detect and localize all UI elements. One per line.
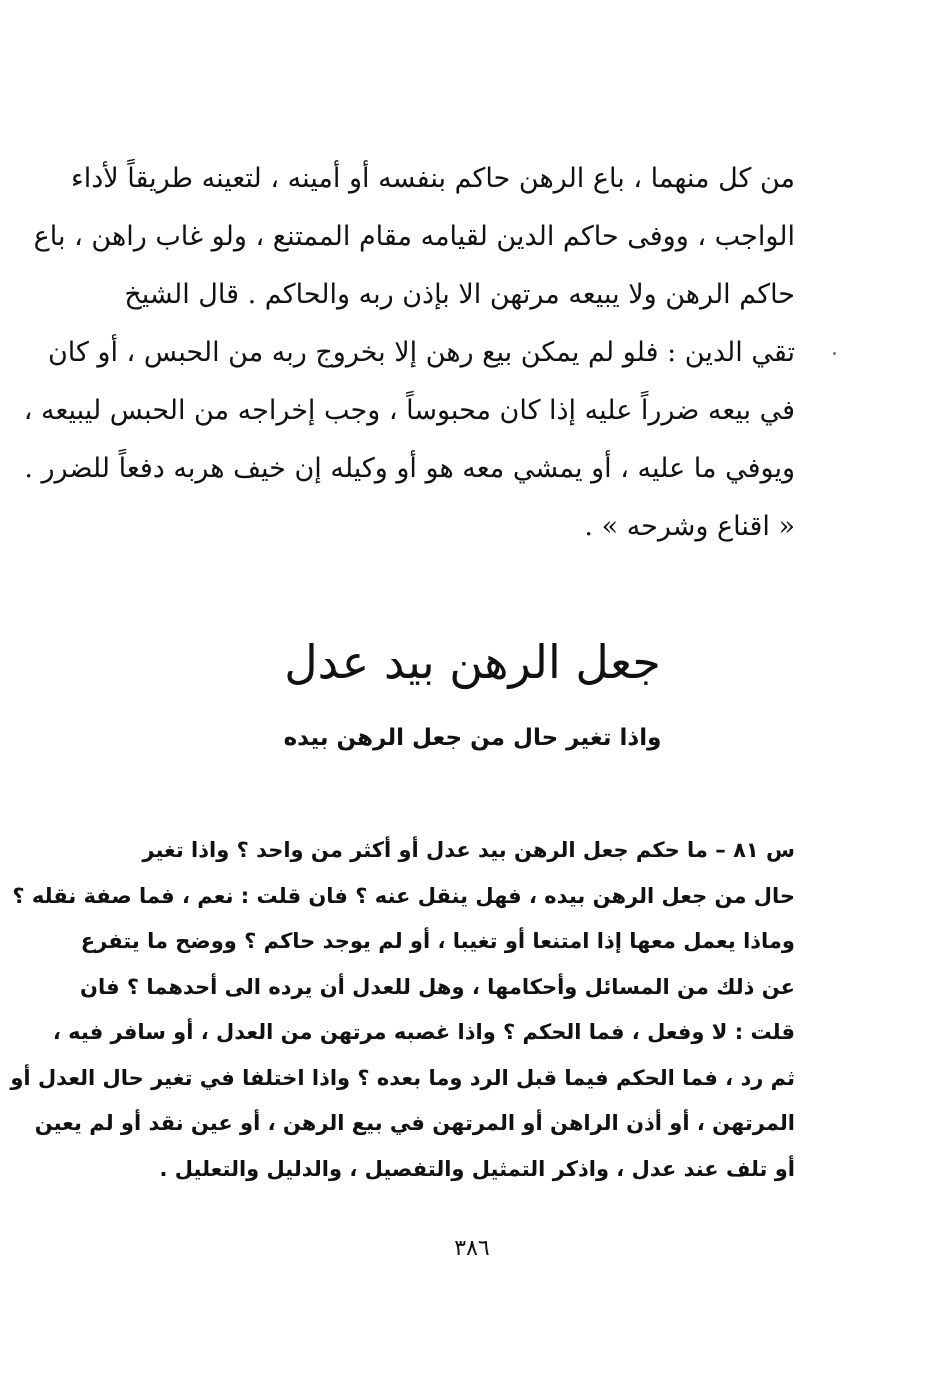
intro-line: من كل منهما ، باع الرهن حاكم بنفسه أو أمينه ، لتعينه طريقاً لأداء — [71, 163, 795, 194]
section-title: جعل الرهن بيد عدل — [284, 635, 661, 689]
page-number: ٣٨٦ — [454, 1236, 490, 1261]
question-line: عن ذلك من المسائل وأحكامها ، وهل للعدل أن يرده الى أحدهما ؟ فان — [80, 974, 795, 999]
intro-line: حاكم الرهن ولا يبيعه مرتهن الا بإذن ربه والحاكم . قال الشيخ — [124, 279, 795, 310]
intro-line: الواجب ، ووفى حاكم الدين لقيامه مقام الممتنع ، ولو غاب راهن ، باع — [33, 221, 795, 252]
intro-line: « اقناع وشرحه » . — [584, 511, 795, 542]
question-line: وماذا يعمل معها إذا امتنعا أو تغيبا ، أو لم يوجد حاكم ؟ ووضح ما يتفرع — [80, 929, 795, 953]
intro-line: تقي الدين : فلو لم يمكن بيع رهن إلا بخروج ربه من الحبس ، أو كان — [47, 337, 795, 368]
question-line: أو تلف عند عدل ، واذكر التمثيل والتفصيل ، والدليل والتعليل . — [159, 1156, 795, 1181]
question-paragraph — [10, 828, 795, 1192]
intro-line: في بيعه ضرراً عليه إذا كان محبوساً ، وجب إخراجه من الحبس ليبيعه ، — [23, 395, 795, 426]
question-line: المرتهن ، أو أذن الراهن أو المرتهن في بيع الرهن ، أو عين نقد أو لم يعين — [34, 1111, 795, 1135]
question-line: قلت : لا وفعل ، فما الحكم ؟ واذا غصبه مرتهن من العدل ، أو سافر فيه ، — [52, 1020, 795, 1044]
question-line: حال من جعل الرهن بيده ، فهل ينقل عنه ؟ فان قلت : نعم ، فما صفة نقله ؟ — [12, 883, 795, 908]
margin-dot — [833, 352, 836, 355]
question-line: ثم رد ، فما الحكم فيما قبل الرد وما بعده ؟ واذا اختلفا في تغير حال العدل أو — [10, 1065, 795, 1090]
intro-paragraph — [23, 150, 795, 556]
intro-line: ويوفي ما عليه ، أو يمشي معه هو أو وكيله إن خيف هربه دفعاً للضرر . — [24, 453, 795, 484]
section-subtitle: واذا تغير حال من جعل الرهن بيده — [283, 725, 662, 751]
question-line: س ٨١ – ما حكم جعل الرهن بيد عدل أو أكثر من واحد ؟ واذا تغير — [142, 838, 795, 862]
